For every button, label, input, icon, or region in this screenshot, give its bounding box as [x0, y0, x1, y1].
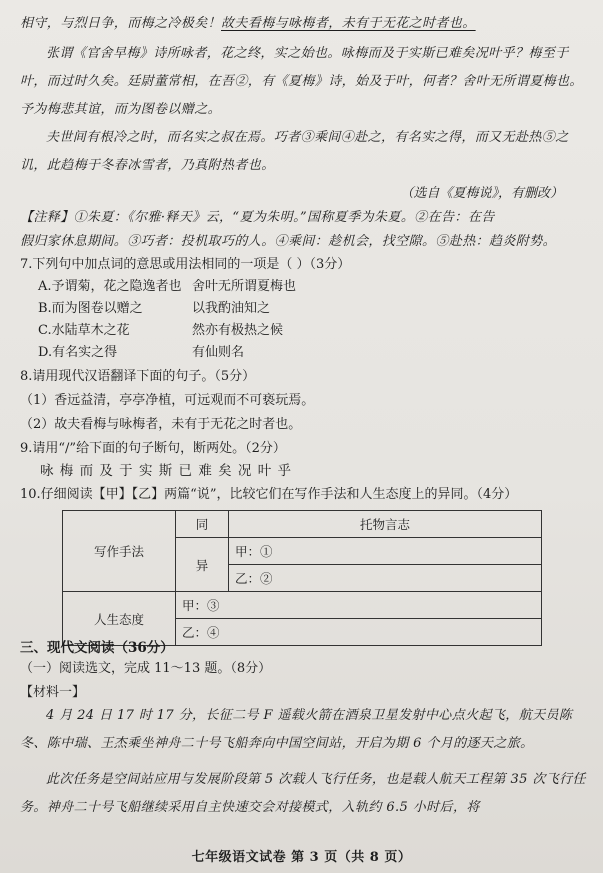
section-3-title: 三、现代文阅读（36分）	[20, 640, 174, 656]
table-cell-tuowu: 托物言志	[229, 511, 542, 538]
answer-blank-3[interactable]: 甲：③	[176, 592, 542, 619]
annotation-line2: 假归家休息期间。③巧者：投机取巧的人。④乘间：趁机会，找空隙。⑤赴热：趋炎附势。	[20, 234, 557, 249]
q7-option-a-right: 舍叶无所谓夏梅也	[192, 279, 297, 294]
answer-blank-1[interactable]: 甲：①	[229, 538, 542, 565]
question-9: 9.请用“/”给下面的句子断句，断两处。（2分）	[20, 441, 286, 456]
q7-option-c-right: 然亦有极热之候	[192, 323, 284, 338]
q9-sentence: 咏 梅 而 及 于 实 斯 已 难 矣 况 叶 乎	[40, 463, 292, 479]
answer-blank-2[interactable]: 乙：②	[229, 565, 542, 592]
q7-option-a-left: A.予谓菊，花之隐逸者也	[38, 279, 182, 294]
material-1-label: 【材料一】	[20, 685, 86, 700]
annotation-line1: 【注释】①朱夏：《尔雅·释天》云，“夏为朱明。”国称夏季为朱夏。②在告：在告	[20, 210, 495, 225]
passage-b-para2: 张谓《官舍早梅》诗所咏者，花之终，实之始也。咏梅而及于实斯已难矣况叶乎？梅至于叶，而过时久矣。廷尉董常相，在吾②，有《夏梅》诗，始及于叶，何者？舍叶无所谓夏梅也。予为梅悲其谊，而为图卷以赠之。	[20, 46, 583, 117]
q7-option-c-left: C.水陆草木之花	[38, 323, 130, 338]
question-8: 8.请用现代汉语翻译下面的句子。（5分）	[20, 369, 256, 384]
q7-option-b-right: 以我酌油知之	[192, 301, 271, 316]
comparison-table	[62, 510, 542, 646]
passage-b-para3: 夫世间有根冷之时，而名实之叔在焉。巧者③乘间④赴之，有名实之得，而又无赴热⑤之讥，此趋梅于冬春冰雪者，乃真附热者也。	[20, 130, 569, 173]
q7-option-b-left: B.而为图卷以赠之	[38, 301, 143, 316]
passage-b-line1	[20, 10, 595, 38]
table-cell-writing: 写作手法	[63, 511, 176, 592]
q7-option-d-left: D.有名实之得	[38, 345, 118, 360]
q8-sentence-1: （1）香远益清，亭亭净植，可远观而不可亵玩焉。	[20, 393, 315, 408]
question-7: 7.下列句中加点词的意思或用法相同的一项是（ ）（3分）	[20, 257, 351, 272]
table-cell-diff: 异	[176, 538, 229, 592]
table-cell-attitude: 人生态度	[63, 592, 176, 646]
material-1-para1: 4 月 24 日 17 时 17 分，长征二号 F 遥载火箭在酒泉卫星发射中心点火起飞，航天员陈冬、陈中瑞、王杰乘坐神舟二十号飞船奔向中国空间站，开启为期 6 个月的逐天之旅。	[20, 708, 573, 751]
answer-blank-4[interactable]: 乙：④	[176, 619, 542, 646]
page-footer: 七年级语文试卷 第 3 页（共 8 页）	[191, 850, 412, 865]
q8-sentence-2: （2）故夫看梅与咏梅者，未有于无花之时者也。	[20, 417, 302, 432]
q7-option-d-right: 有仙则名	[192, 345, 245, 360]
table-cell-same: 同	[176, 511, 229, 538]
section-3-sub: （一）阅读选文，完成 11～13 题。（8分）	[20, 661, 272, 676]
passage-b-underlined: 故夫看梅与咏梅者，未有于无花之时者也。	[221, 16, 476, 31]
material-1-para2: 此次任务是空间站应用与发展阶段第 5 次载人飞行任务，也是载人航天工程第 35 次飞行任务。神舟二十号飞船继续采用自主快速交会对接模式，入轨约 6.5 小时后，将	[20, 772, 586, 815]
passage-source: （选自《夏梅说》，有删改）	[400, 186, 563, 201]
question-10: 10.仔细阅读【甲】【乙】两篇“说”，比较它们在写作手法和人生态度上的异同。（4分）	[20, 487, 518, 502]
passage-b-text: 相守，与烈日争，而梅之冷极矣！	[20, 16, 222, 31]
